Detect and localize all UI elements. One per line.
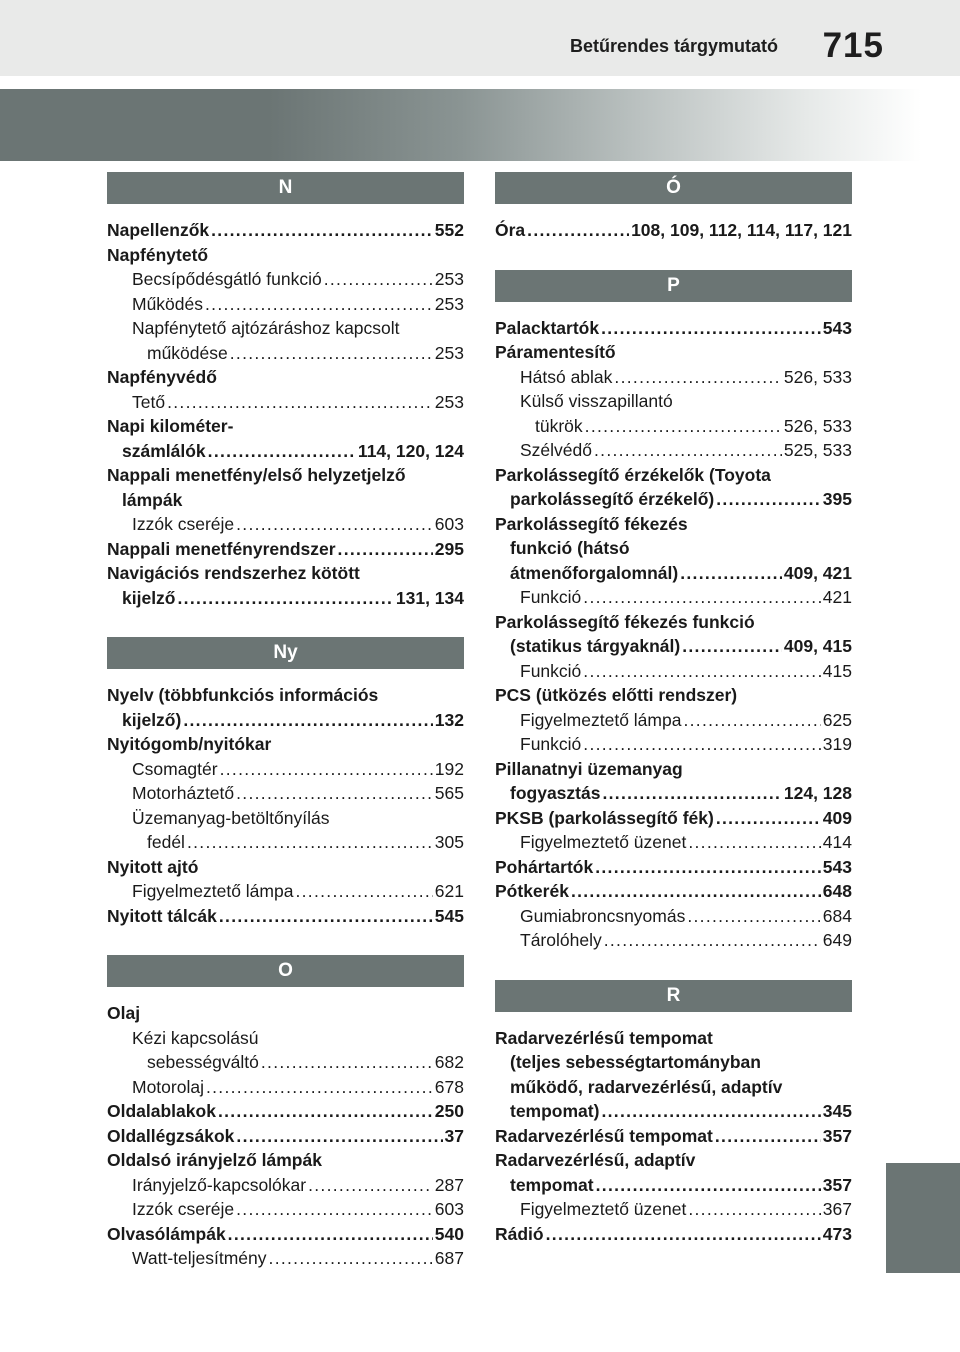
index-entry bbox=[107, 855, 464, 880]
index-entry-text: Óra bbox=[495, 220, 526, 240]
dot-leader bbox=[687, 904, 820, 929]
index-entry-pages: 253 bbox=[434, 391, 464, 412]
index-entry-text: kijelző) bbox=[122, 709, 182, 730]
index-entry-text: Csomagtér bbox=[132, 758, 218, 779]
index-entry bbox=[495, 732, 852, 757]
dot-leader bbox=[527, 218, 629, 243]
index-entry-text: Rádió bbox=[495, 1223, 544, 1244]
index-entry-text: Olvasólámpák bbox=[107, 1223, 226, 1244]
dot-leader bbox=[601, 316, 821, 341]
index-entry-text: fogyasztás bbox=[510, 783, 601, 803]
index-entry-pages: 357 bbox=[822, 1174, 852, 1195]
index-entry-text: Funkció bbox=[520, 734, 582, 754]
index-entry bbox=[495, 561, 852, 586]
index-entry bbox=[495, 512, 852, 537]
index-entry bbox=[107, 243, 464, 268]
index-entry-pages: 295 bbox=[434, 538, 464, 559]
index-entry-text: sebességváltó bbox=[147, 1052, 259, 1072]
index-entry bbox=[495, 463, 852, 488]
index-entry-pages: 543 bbox=[822, 317, 852, 338]
index-entry-text: Hátsó ablak bbox=[520, 366, 613, 387]
index-entry-text: (statikus tárgyaknál) bbox=[510, 636, 681, 656]
index-entry bbox=[107, 292, 464, 317]
index-entry-pages: 649 bbox=[822, 930, 852, 950]
index-entry-text: Figyelmeztető lámpa bbox=[132, 881, 294, 901]
index-entry bbox=[107, 341, 464, 366]
index-entry-text: Nyitott ajtó bbox=[107, 856, 199, 877]
dot-leader bbox=[614, 365, 781, 390]
index-entry-pages: 678 bbox=[434, 1076, 464, 1097]
index-entry bbox=[107, 1197, 464, 1222]
dot-leader bbox=[680, 561, 782, 586]
index-entry bbox=[107, 781, 464, 806]
dot-leader bbox=[602, 781, 781, 806]
index-entry-text: Pohártartók bbox=[495, 856, 594, 877]
dot-leader bbox=[583, 585, 821, 610]
section-letter-header: N bbox=[107, 172, 464, 204]
index-entry-pages: 253 bbox=[434, 342, 464, 363]
chapter-thumb-tab bbox=[886, 1163, 960, 1273]
index-entry bbox=[107, 390, 464, 415]
index-entry-pages: 682 bbox=[434, 1052, 464, 1072]
index-entry-pages: 319 bbox=[822, 734, 852, 754]
index-entry-pages: 37 bbox=[444, 1125, 464, 1146]
index-entry bbox=[495, 659, 852, 684]
dot-leader bbox=[187, 830, 433, 855]
index-entry bbox=[107, 1148, 464, 1173]
index-entry-pages: 526, 533 bbox=[783, 366, 852, 387]
index-entry bbox=[495, 1050, 852, 1075]
index-entry-pages: 253 bbox=[434, 293, 464, 314]
index-entry-pages: 473 bbox=[822, 1223, 852, 1244]
index-entry bbox=[107, 218, 464, 243]
section-letter-header: Ny bbox=[107, 637, 464, 669]
dot-leader bbox=[236, 781, 433, 806]
dot-leader bbox=[715, 1124, 821, 1149]
index-entry-text: Motorháztető bbox=[132, 783, 235, 803]
index-entry bbox=[495, 340, 852, 365]
index-entry-text: Nyitógomb/nyitókar bbox=[107, 734, 272, 754]
dot-leader bbox=[183, 708, 432, 733]
index-column-left bbox=[107, 172, 464, 1271]
index-entry bbox=[107, 463, 464, 488]
index-entry bbox=[107, 879, 464, 904]
index-entry-text: működő, radarvezérlésű, adaptív bbox=[510, 1076, 783, 1097]
section-letter-header: O bbox=[107, 955, 464, 987]
index-entry-text: Watt-teljesítmény bbox=[132, 1248, 267, 1268]
index-entry-pages: 565 bbox=[434, 783, 464, 803]
index-entry-text: parkolássegítő érzékelő) bbox=[510, 489, 715, 509]
index-entry-pages: 603 bbox=[434, 514, 464, 534]
index-entry-pages: 648 bbox=[822, 881, 852, 901]
index-entry-text: Radarvezérlésű tempomat bbox=[495, 1027, 713, 1048]
index-entry bbox=[495, 928, 852, 953]
index-entry-pages: 625 bbox=[822, 709, 852, 730]
index-entry-pages: 409 bbox=[822, 807, 852, 828]
index-entry bbox=[107, 1222, 464, 1247]
index-entry-pages: 395 bbox=[822, 489, 852, 509]
index-entry-text: Figyelmeztető lámpa bbox=[520, 709, 682, 730]
dot-leader bbox=[205, 292, 433, 317]
index-entry-pages: 287 bbox=[434, 1174, 464, 1195]
index-entry bbox=[107, 732, 464, 757]
index-entry-text: (teljes sebességtartományban bbox=[510, 1052, 761, 1072]
index-entry bbox=[107, 365, 464, 390]
index-entry bbox=[107, 586, 464, 611]
index-entry-pages: 357 bbox=[822, 1125, 852, 1146]
dot-leader bbox=[308, 1173, 433, 1198]
index-entry-text: Üzemanyag-betöltőnyílás bbox=[132, 807, 330, 828]
index-entry bbox=[495, 781, 852, 806]
index-entry bbox=[495, 487, 852, 512]
index-entry bbox=[107, 1099, 464, 1124]
dot-leader bbox=[604, 928, 821, 953]
dot-leader bbox=[208, 439, 356, 464]
index-entry bbox=[495, 316, 852, 341]
index-entry bbox=[495, 585, 852, 610]
index-entry bbox=[107, 1050, 464, 1075]
dot-leader bbox=[682, 634, 782, 659]
index-entry-text: Becsípődésgátló funkció bbox=[132, 269, 322, 289]
index-entry bbox=[107, 537, 464, 562]
dot-leader bbox=[716, 487, 821, 512]
index-entry bbox=[495, 634, 852, 659]
index-entry-text: Izzók cseréje bbox=[132, 514, 235, 534]
page-title: Betűrendes tárgymutató bbox=[569, 36, 778, 56]
index-entry bbox=[495, 218, 852, 243]
index-entry-text: Funkció bbox=[520, 660, 582, 681]
index-entry-text: működése bbox=[147, 342, 228, 363]
page-number: 715 bbox=[822, 26, 884, 65]
index-entry-text: számlálók bbox=[122, 440, 206, 461]
dot-leader bbox=[324, 267, 433, 292]
index-entry bbox=[495, 536, 852, 561]
index-entry bbox=[107, 414, 464, 439]
index-entry bbox=[495, 708, 852, 733]
index-entry bbox=[107, 561, 464, 586]
index-entry-text: Napi kilométer- bbox=[107, 416, 234, 436]
index-entry-text: Radarvezérlésű, adaptív bbox=[495, 1150, 696, 1170]
dot-leader bbox=[338, 537, 433, 562]
index-entry-text: Pillanatnyi üzemanyag bbox=[495, 758, 683, 779]
section-letter-header: R bbox=[495, 980, 852, 1012]
index-entry bbox=[107, 1246, 464, 1271]
index-entry-pages: 132 bbox=[434, 709, 464, 730]
dot-leader bbox=[716, 806, 821, 831]
index-entry-text: Kézi kapcsolású bbox=[132, 1027, 259, 1048]
index-entry-text: Radarvezérlésű tempomat bbox=[495, 1125, 713, 1146]
dot-leader bbox=[236, 512, 433, 537]
dot-leader bbox=[220, 757, 433, 782]
dot-leader bbox=[595, 855, 821, 880]
dot-leader bbox=[211, 218, 433, 243]
index-entry-pages: 124, 128 bbox=[783, 783, 852, 803]
index-entry-pages: 540 bbox=[434, 1223, 464, 1244]
index-entry bbox=[495, 830, 852, 855]
index-entry bbox=[495, 1148, 852, 1173]
index-entry-text: tempomat bbox=[510, 1174, 594, 1195]
index-entry-text: funkció (hátsó bbox=[510, 538, 630, 558]
dot-leader bbox=[583, 732, 821, 757]
dot-leader bbox=[601, 1099, 820, 1124]
index-entry bbox=[495, 683, 852, 708]
index-entry-pages: 525, 533 bbox=[783, 440, 852, 460]
index-entry-text: Navigációs rendszerhez kötött bbox=[107, 563, 360, 583]
index-entry bbox=[107, 1075, 464, 1100]
index-entry-pages: 621 bbox=[434, 881, 464, 901]
dot-leader bbox=[230, 341, 433, 366]
index-entry-pages: 552 bbox=[434, 220, 464, 240]
index-entry-text: Pótkerék bbox=[495, 881, 569, 901]
index-entry bbox=[495, 904, 852, 929]
index-entry-text: Tető bbox=[132, 391, 166, 412]
decorative-banner bbox=[0, 89, 960, 161]
index-entry-pages: 687 bbox=[434, 1248, 464, 1268]
dot-leader bbox=[178, 586, 394, 611]
index-entry-text: Parkolássegítő fékezés funkció bbox=[495, 611, 755, 632]
index-entry-pages: 543 bbox=[822, 856, 852, 877]
index-entry-text: Páramentesítő bbox=[495, 342, 616, 362]
dot-leader bbox=[546, 1222, 821, 1247]
index-entry-text: Funkció bbox=[520, 587, 582, 607]
index-entry-pages: 409, 415 bbox=[783, 636, 852, 656]
dot-leader bbox=[585, 414, 782, 439]
dot-leader bbox=[571, 879, 821, 904]
page-header bbox=[0, 0, 960, 76]
index-entry-text: Szélvédő bbox=[520, 440, 592, 460]
dot-leader bbox=[596, 1173, 821, 1198]
index-entry bbox=[495, 1075, 852, 1100]
index-entry bbox=[107, 904, 464, 929]
index-entry-text: Oldalsó irányjelző lámpák bbox=[107, 1150, 322, 1170]
dot-leader bbox=[683, 708, 820, 733]
dot-leader bbox=[228, 1222, 433, 1247]
index-entry-pages: 345 bbox=[822, 1101, 852, 1121]
index-entry-text: Tárolóhely bbox=[520, 930, 602, 950]
index-entry bbox=[107, 757, 464, 782]
index-entry bbox=[495, 1197, 852, 1222]
index-entry bbox=[495, 438, 852, 463]
dot-leader bbox=[236, 1124, 442, 1149]
dot-leader bbox=[583, 659, 821, 684]
index-entry bbox=[495, 1026, 852, 1051]
dot-leader bbox=[295, 879, 432, 904]
index-entry bbox=[107, 1124, 464, 1149]
index-entry-pages: 305 bbox=[434, 832, 464, 852]
index-entry-text: fedél bbox=[147, 832, 185, 852]
dot-leader bbox=[269, 1246, 433, 1271]
index-entry bbox=[107, 1026, 464, 1051]
index-entry-text: Nyitott tálcák bbox=[107, 905, 217, 926]
section-letter-header: Ó bbox=[495, 172, 852, 204]
index-entry bbox=[495, 1173, 852, 1198]
index-entry-text: Külső visszapillantó bbox=[520, 391, 673, 411]
index-entry bbox=[495, 365, 852, 390]
index-entry-text: Olaj bbox=[107, 1003, 141, 1023]
index-entry-text: Nappali menetfényrendszer bbox=[107, 538, 336, 559]
index-entry-text: átmenőforgalomnál) bbox=[510, 562, 679, 583]
index-entry-pages: 684 bbox=[822, 905, 852, 926]
index-entry bbox=[107, 1173, 464, 1198]
dot-leader bbox=[688, 830, 820, 855]
index-entry-text: Gumiabroncsnyomás bbox=[520, 905, 686, 926]
index-entry-text: Parkolássegítő fékezés bbox=[495, 513, 688, 534]
index-entry-pages: 253 bbox=[434, 269, 464, 289]
index-entry-text: lámpák bbox=[122, 489, 183, 510]
index-entry-text: Napfénytető ajtózáráshoz kapcsolt bbox=[132, 318, 400, 338]
dot-leader bbox=[261, 1050, 433, 1075]
index-entry bbox=[495, 879, 852, 904]
index-entry-pages: 545 bbox=[434, 905, 464, 926]
index-entry-text: Motorolaj bbox=[132, 1076, 204, 1097]
index-entry-pages: 367 bbox=[822, 1199, 852, 1219]
index-entry-text: Napfényvédő bbox=[107, 367, 217, 387]
index-entry-pages: 114, 120, 124 bbox=[357, 440, 464, 461]
dot-leader bbox=[218, 1099, 433, 1124]
index-entry bbox=[107, 830, 464, 855]
index-entry-pages: 526, 533 bbox=[783, 415, 852, 436]
index-entry bbox=[107, 439, 464, 464]
index-entry-text: tükrök bbox=[535, 415, 583, 436]
index-entry-pages: 414 bbox=[822, 832, 852, 852]
index-entry-pages: 192 bbox=[434, 758, 464, 779]
index-entry-text: Oldallégzsákok bbox=[107, 1125, 235, 1146]
index-entry-pages: 409, 421 bbox=[783, 562, 852, 583]
index-entry bbox=[495, 414, 852, 439]
index-entry bbox=[495, 855, 852, 880]
index-entry-text: Figyelmeztető üzenet bbox=[520, 1199, 687, 1219]
index-entry bbox=[495, 389, 852, 414]
index-entry bbox=[107, 683, 464, 708]
index-entry bbox=[107, 267, 464, 292]
index-entry bbox=[495, 757, 852, 782]
index-entry-text: Nappali menetfény/első helyzetjelző bbox=[107, 465, 406, 485]
index-entry-text: tempomat) bbox=[510, 1101, 600, 1121]
index-column-right bbox=[495, 172, 852, 1246]
dot-leader bbox=[206, 1075, 433, 1100]
dot-leader bbox=[236, 1197, 433, 1222]
index-entry-text: kijelző bbox=[122, 587, 176, 608]
index-entry bbox=[107, 512, 464, 537]
index-entry-text: Figyelmeztető üzenet bbox=[520, 832, 687, 852]
index-entry bbox=[107, 488, 464, 513]
index-entry-text: Irányjelző-kapcsolókar bbox=[132, 1174, 307, 1195]
section-letter-header: P bbox=[495, 270, 852, 302]
index-entry-pages: 131, 134 bbox=[395, 587, 464, 608]
index-entry bbox=[107, 806, 464, 831]
index-entry-pages: 603 bbox=[434, 1199, 464, 1219]
index-entry-pages: 415 bbox=[822, 660, 852, 681]
dot-leader bbox=[688, 1197, 820, 1222]
index-entry bbox=[495, 1222, 852, 1247]
index-entry bbox=[107, 708, 464, 733]
dot-leader bbox=[594, 438, 782, 463]
index-entry bbox=[495, 1124, 852, 1149]
index-entry-text: Nyelv (többfunkciós információs bbox=[107, 685, 379, 705]
index-entry bbox=[495, 1099, 852, 1124]
index-entry-pages: 250 bbox=[434, 1101, 464, 1121]
index-entry-text: PKSB (parkolássegítő fék) bbox=[495, 807, 714, 828]
index-entry-text: Parkolássegítő érzékelők (Toyota bbox=[495, 464, 771, 485]
index-entry-text: Működés bbox=[132, 293, 204, 314]
index-entry-text: Napfénytető bbox=[107, 244, 209, 265]
dot-leader bbox=[167, 390, 433, 415]
index-entry-text: Napellenzők bbox=[107, 220, 210, 240]
dot-leader bbox=[219, 904, 433, 929]
index-entry-pages: 421 bbox=[822, 587, 852, 607]
index-entry bbox=[495, 806, 852, 831]
index-entry-text: PCS (ütközés előtti rendszer) bbox=[495, 685, 738, 705]
index-entry-text: Oldalablakok bbox=[107, 1101, 216, 1121]
index-entry-pages: 108, 109, 112, 114, 117, 121 bbox=[631, 220, 852, 240]
index-entry bbox=[495, 610, 852, 635]
index-entry bbox=[107, 316, 464, 341]
index-entry bbox=[107, 1001, 464, 1026]
index-entry-text: Palacktartók bbox=[495, 317, 600, 338]
index-entry-text: Izzók cseréje bbox=[132, 1199, 235, 1219]
